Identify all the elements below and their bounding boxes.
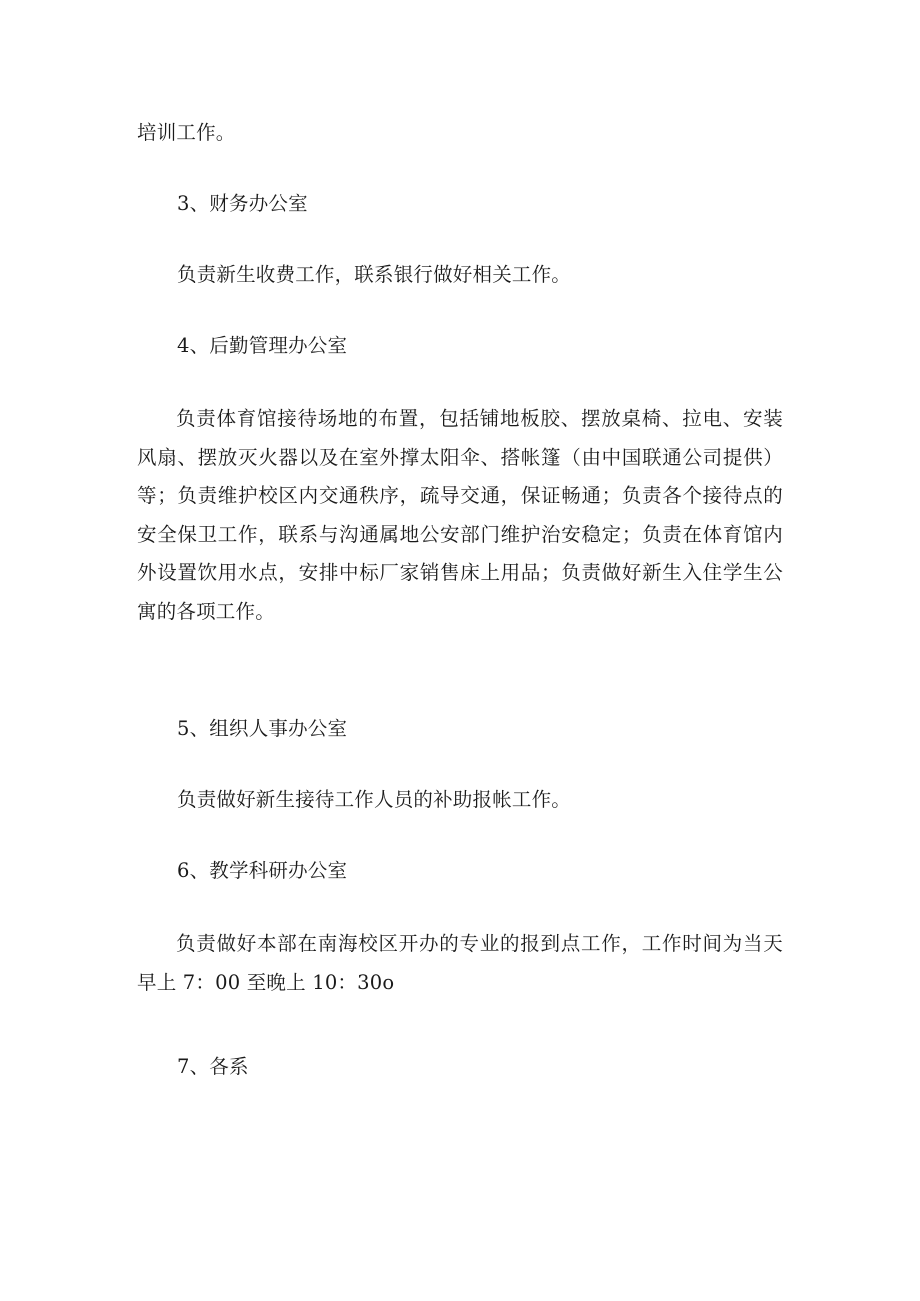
section-heading-finance-office: 3、财务办公室 [177,192,308,215]
section-heading-logistics-office: 4、后勤管理办公室 [177,334,348,357]
section-body-logistics-office: 负责体育馆接待场地的布置，包括铺地板胶、摆放桌椅、拉电、安装风扇、摆放灭火器以及在室外撑太阳伞、搭帐篷（由中国联通公司提供）等；负责维护校区内交通秩序，疏导交通，保证畅通；负责各个接待点的安全保卫工作，联系与沟通属地公安部门维护治安稳定；负责在体育馆内外设置饮用水点，安排中标厂家销售床上用品；负责做好新生入住学生公寓的各项工作。 [137,407,783,623]
section-heading-teaching-research-office: 6、教学科研办公室 [177,859,348,882]
section-body-finance-office: 负责新生收费工作，联系银行做好相关工作。 [177,263,572,286]
paragraph-continuation: 培训工作。 [137,121,236,144]
section-heading-departments: 7、各系 [177,1055,249,1078]
section-heading-personnel-office: 5、组织人事办公室 [177,717,348,740]
section-body-teaching-research-office: 负责做好本部在南海校区开办的专业的报到点工作，工作时间为当天早上 7：00 至晚上 10：30o [137,932,783,994]
section-body-personnel-office: 负责做好新生接待工作人员的补助报帐工作。 [177,788,572,811]
